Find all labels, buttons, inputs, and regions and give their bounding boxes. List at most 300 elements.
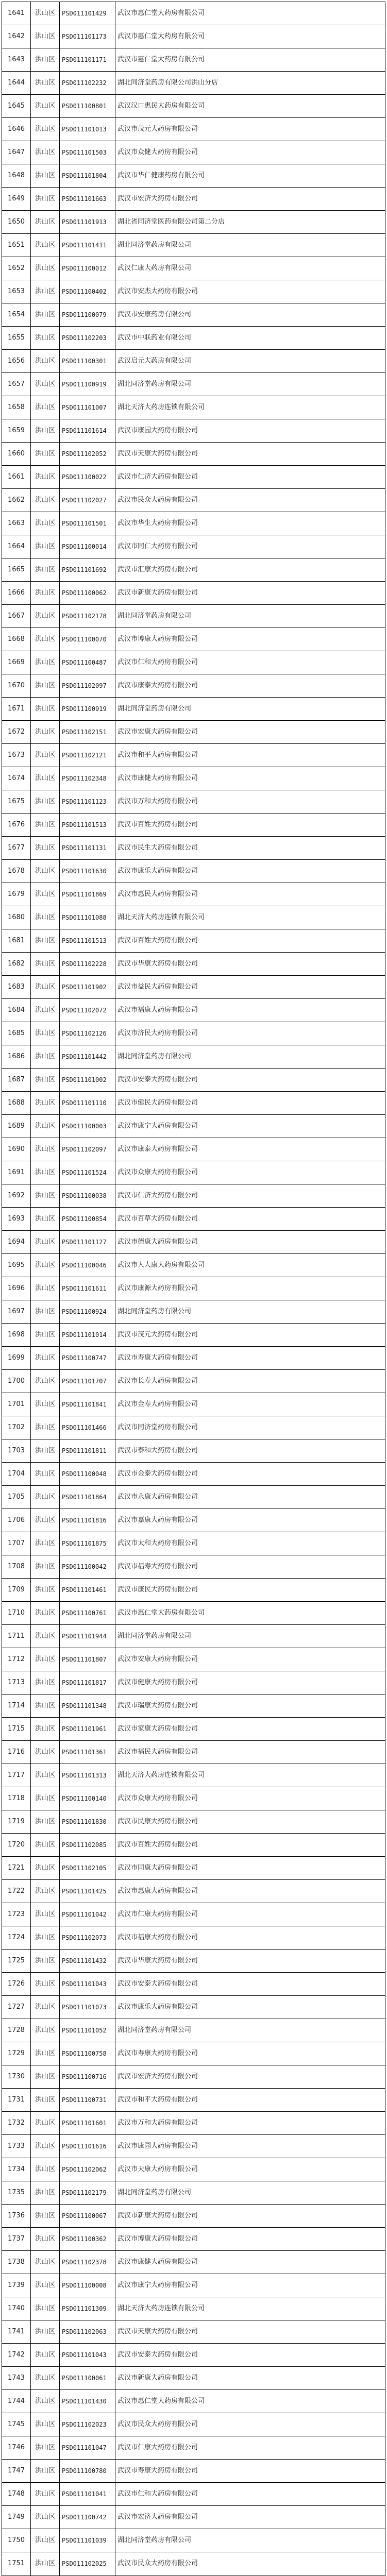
row-number-cell: 1675 [2, 790, 31, 814]
row-number-cell: 1725 [2, 1950, 31, 1973]
table-row [2, 1161, 385, 1184]
district-cell: 洪山区 [31, 1277, 60, 1300]
district-cell: 洪山区 [31, 1439, 60, 1463]
code-cell: PSD011101442 [60, 1045, 115, 1069]
code-cell: PSD011101830 [60, 1810, 115, 1834]
pharmacy-name-cell: 湖北天济大药房连锁有限公司 [115, 906, 385, 929]
code-cell: PSD011100780 [60, 2460, 115, 2483]
row-number-cell: 1749 [2, 2506, 31, 2529]
row-number-cell: 1677 [2, 837, 31, 860]
row-number-cell: 1643 [2, 48, 31, 72]
pharmacy-name-cell: 武汉市仁济大药房有限公司 [115, 466, 385, 489]
code-cell: PSD011101466 [60, 1416, 115, 1439]
code-cell: PSD011101513 [60, 814, 115, 837]
table-row [2, 1787, 385, 1810]
district-cell: 洪山区 [31, 1648, 60, 1671]
pharmacy-name-cell: 武汉市安康药房有限公司 [115, 303, 385, 327]
district-cell: 洪山区 [31, 999, 60, 1022]
row-number-cell: 1750 [2, 2529, 31, 2552]
pharmacy-name-cell: 武汉市康乐大药房有限公司 [115, 1996, 385, 2019]
district-cell: 洪山区 [31, 1347, 60, 1370]
row-number-cell: 1693 [2, 1208, 31, 1231]
pharmacy-name-cell: 武汉市寿康大药房有限公司 [115, 2460, 385, 2483]
table-row [2, 883, 385, 906]
pharmacy-name-cell: 湖北同济堂药房有限公司 [115, 2181, 385, 2205]
district-cell: 洪山区 [31, 1579, 60, 1602]
table-row [2, 651, 385, 674]
code-cell: PSD011100919 [60, 373, 115, 396]
row-number-cell: 1727 [2, 1996, 31, 2019]
code-cell: PSD011101171 [60, 48, 115, 72]
row-number-cell: 1692 [2, 1184, 31, 1208]
table-row [2, 443, 385, 466]
code-cell: PSD011102178 [60, 605, 115, 628]
code-cell: PSD011101309 [60, 2297, 115, 2320]
table-row [2, 2, 385, 25]
code-cell: PSD011102063 [60, 2320, 115, 2344]
code-cell: PSD011101043 [60, 2344, 115, 2367]
table-row [2, 1903, 385, 1926]
code-cell: PSD011101313 [60, 1764, 115, 1787]
pharmacy-name-cell: 武汉市福康大药房有限公司 [115, 999, 385, 1022]
row-number-cell: 1694 [2, 1231, 31, 1254]
district-cell: 洪山区 [31, 628, 60, 651]
pharmacy-name-cell: 武汉市宏济大药房有限公司 [115, 2065, 385, 2089]
district-cell: 洪山区 [31, 605, 60, 628]
code-cell: PSD011101052 [60, 2019, 115, 2042]
pharmacy-name-cell: 武汉市惠仁堂大药房有限公司 [115, 2, 385, 25]
pharmacy-name-cell: 武汉市宏济大药房有限公司 [115, 2506, 385, 2529]
pharmacy-name-cell: 湖北同济堂药房有限公司洪山分店 [115, 72, 385, 95]
table-row [2, 1184, 385, 1208]
row-number-cell: 1709 [2, 1579, 31, 1602]
district-cell: 洪山区 [31, 1370, 60, 1393]
code-cell: PSD011102062 [60, 2158, 115, 2181]
pharmacy-name-cell: 武汉市万和大药房有限公司 [115, 790, 385, 814]
row-number-cell: 1741 [2, 2320, 31, 2344]
pharmacy-name-cell: 武汉市天康大药房有限公司 [115, 443, 385, 466]
row-number-cell: 1740 [2, 2297, 31, 2320]
row-number-cell: 1689 [2, 1115, 31, 1138]
row-number-cell: 1663 [2, 512, 31, 535]
code-cell: PSD011100070 [60, 628, 115, 651]
district-cell: 洪山区 [31, 1231, 60, 1254]
code-cell: PSD011102151 [60, 721, 115, 744]
district-cell: 洪山区 [31, 1300, 60, 1324]
pharmacy-name-cell: 武汉市民康大药房有限公司 [115, 1810, 385, 1834]
district-cell: 洪山区 [31, 2274, 60, 2297]
pharmacy-name-cell: 湖北同济堂药房有限公司 [115, 1625, 385, 1648]
table-row [2, 674, 385, 698]
row-number-cell: 1714 [2, 1694, 31, 1718]
row-number-cell: 1722 [2, 1880, 31, 1903]
table-row [2, 2436, 385, 2460]
table-row [2, 489, 385, 512]
code-cell: PSD011102072 [60, 999, 115, 1022]
pharmacy-name-cell: 武汉市泰和大药房有限公司 [115, 1439, 385, 1463]
row-number-cell: 1705 [2, 1486, 31, 1509]
pharmacy-name-cell: 武汉市天康大药房有限公司 [115, 2320, 385, 2344]
table-row [2, 419, 385, 443]
code-cell: PSD011101707 [60, 1370, 115, 1393]
district-cell: 洪山区 [31, 1161, 60, 1184]
pharmacy-name-cell: 武汉市益民大药房有限公司 [115, 976, 385, 999]
row-number-cell: 1659 [2, 419, 31, 443]
code-cell: PSD011100061 [60, 2367, 115, 2390]
district-cell: 洪山区 [31, 512, 60, 535]
district-cell: 洪山区 [31, 535, 60, 558]
district-cell: 洪山区 [31, 1973, 60, 1996]
pharmacy-name-cell: 武汉市惠仁堂大药房有限公司 [115, 2390, 385, 2413]
district-cell: 洪山区 [31, 1950, 60, 1973]
row-number-cell: 1751 [2, 2552, 31, 2575]
code-cell: PSD011101002 [60, 1069, 115, 1092]
table-row [2, 396, 385, 419]
row-number-cell: 1726 [2, 1973, 31, 1996]
pharmacy-name-cell: 武汉市安杰大药房有限公司 [115, 280, 385, 303]
pharmacy-name-cell: 武汉市仁和大药房有限公司 [115, 651, 385, 674]
row-number-cell: 1649 [2, 188, 31, 211]
pharmacy-name-cell: 湖北天济大药房连锁有限公司 [115, 1764, 385, 1787]
pharmacy-name-cell: 湖北同济堂药房有限公司 [115, 2019, 385, 2042]
pharmacy-name-cell: 武汉市百姓大药房有限公司 [115, 814, 385, 837]
row-number-cell: 1668 [2, 628, 31, 651]
row-number-cell: 1651 [2, 234, 31, 257]
row-number-cell: 1695 [2, 1254, 31, 1277]
pharmacy-name-cell: 武汉市华康大药房有限公司 [115, 1950, 385, 1973]
code-cell: PSD011102097 [60, 674, 115, 698]
pharmacy-name-cell: 武汉市民生大药房有限公司 [115, 837, 385, 860]
table-row [2, 2506, 385, 2529]
district-cell: 洪山区 [31, 1741, 60, 1764]
pharmacy-name-cell: 武汉市惠仁堂大药房有限公司 [115, 48, 385, 72]
district-cell: 洪山区 [31, 1764, 60, 1787]
row-number-cell: 1745 [2, 2413, 31, 2436]
row-number-cell: 1650 [2, 211, 31, 234]
pharmacy-name-cell: 武汉市众康大药房有限公司 [115, 1787, 385, 1810]
district-cell: 洪山区 [31, 814, 60, 837]
table-row [2, 2158, 385, 2181]
row-number-cell: 1731 [2, 2089, 31, 2112]
code-cell: PSD011101503 [60, 141, 115, 164]
district-cell: 洪山区 [31, 118, 60, 141]
code-cell: PSD011102023 [60, 2413, 115, 2436]
row-number-cell: 1669 [2, 651, 31, 674]
pharmacy-name-cell: 武汉市惠民大药房有限公司 [115, 883, 385, 906]
district-cell: 洪山区 [31, 164, 60, 188]
table-row [2, 234, 385, 257]
row-number-cell: 1720 [2, 1834, 31, 1857]
row-number-cell: 1666 [2, 582, 31, 605]
district-cell: 洪山区 [31, 1694, 60, 1718]
code-cell: PSD011102232 [60, 72, 115, 95]
district-cell: 洪山区 [31, 280, 60, 303]
code-cell: PSD011101348 [60, 1694, 115, 1718]
pharmacy-name-cell: 武汉市惠康大药房有限公司 [115, 1880, 385, 1903]
row-number-cell: 1708 [2, 1555, 31, 1579]
pharmacy-name-cell: 武汉市博康大药房有限公司 [115, 2228, 385, 2251]
table-row [2, 1625, 385, 1648]
row-number-cell: 1645 [2, 95, 31, 118]
row-number-cell: 1665 [2, 558, 31, 582]
district-cell: 洪山区 [31, 1463, 60, 1486]
district-cell: 洪山区 [31, 2251, 60, 2274]
row-number-cell: 1674 [2, 767, 31, 790]
code-cell: PSD011101088 [60, 906, 115, 929]
table-row [2, 1602, 385, 1625]
table-row [2, 512, 385, 535]
district-cell: 洪山区 [31, 48, 60, 72]
district-cell: 洪山区 [31, 2413, 60, 2436]
code-cell: PSD011102085 [60, 1834, 115, 1857]
district-cell: 洪山区 [31, 2135, 60, 2158]
pharmacy-name-cell: 武汉市和平大药房有限公司 [115, 744, 385, 767]
pharmacy-name-cell: 武汉市康健大药房有限公司 [115, 2251, 385, 2274]
table-row [2, 1115, 385, 1138]
pharmacy-name-cell: 武汉市同济堂药房有限公司 [115, 1416, 385, 1439]
row-number-cell: 1641 [2, 2, 31, 25]
pharmacy-name-cell: 武汉市宏济大药房有限公司 [115, 188, 385, 211]
pharmacy-name-cell: 武汉市福民大药房有限公司 [115, 1741, 385, 1764]
table-row [2, 1996, 385, 2019]
pharmacy-name-cell: 武汉汉口惠民大药房有限公司 [115, 95, 385, 118]
district-cell: 洪山区 [31, 1718, 60, 1741]
table-row [2, 1810, 385, 1834]
table-row [2, 1950, 385, 1973]
district-cell: 洪山区 [31, 2112, 60, 2135]
table-row [2, 605, 385, 628]
district-cell: 洪山区 [31, 2065, 60, 2089]
district-cell: 洪山区 [31, 72, 60, 95]
pharmacy-name-cell: 武汉市太和大药房有限公司 [115, 1532, 385, 1555]
row-number-cell: 1723 [2, 1903, 31, 1926]
district-cell: 洪山区 [31, 489, 60, 512]
code-cell: PSD011101047 [60, 2436, 115, 2460]
district-cell: 洪山区 [31, 1022, 60, 1045]
table-row [2, 860, 385, 883]
row-number-cell: 1739 [2, 2274, 31, 2297]
pharmacy-name-cell: 武汉市仁和大药房有限公司 [115, 2483, 385, 2506]
code-cell: PSD011102378 [60, 2251, 115, 2274]
table-row [2, 1463, 385, 1486]
table-row [2, 1741, 385, 1764]
table-row [2, 1694, 385, 1718]
code-cell: PSD011101411 [60, 234, 115, 257]
row-number-cell: 1685 [2, 1022, 31, 1045]
district-cell: 洪山区 [31, 582, 60, 605]
table-row [2, 1439, 385, 1463]
district-cell: 洪山区 [31, 2436, 60, 2460]
table-row [2, 929, 385, 953]
row-number-cell: 1697 [2, 1300, 31, 1324]
table-row [2, 976, 385, 999]
code-cell: PSD011101864 [60, 1486, 115, 1509]
code-cell: PSD011100487 [60, 651, 115, 674]
code-cell: PSD011101007 [60, 396, 115, 419]
district-cell: 洪山区 [31, 1324, 60, 1347]
district-cell: 洪山区 [31, 2228, 60, 2251]
code-cell: PSD011101944 [60, 1625, 115, 1648]
district-cell: 洪山区 [31, 1092, 60, 1115]
district-cell: 洪山区 [31, 1045, 60, 1069]
table-row [2, 744, 385, 767]
code-cell: PSD011101869 [60, 883, 115, 906]
district-cell: 洪山区 [31, 1671, 60, 1694]
row-number-cell: 1721 [2, 1857, 31, 1880]
code-cell: PSD011101841 [60, 1393, 115, 1416]
row-number-cell: 1646 [2, 118, 31, 141]
table-row [2, 2089, 385, 2112]
row-number-cell: 1672 [2, 721, 31, 744]
code-cell: PSD011100140 [60, 1787, 115, 1810]
row-number-cell: 1686 [2, 1045, 31, 1069]
district-cell: 洪山区 [31, 767, 60, 790]
table-row [2, 2181, 385, 2205]
code-cell: PSD011101513 [60, 929, 115, 953]
district-cell: 洪山区 [31, 2019, 60, 2042]
district-cell: 洪山区 [31, 1184, 60, 1208]
pharmacy-name-cell: 湖北天济大药房连锁有限公司 [115, 2297, 385, 2320]
row-number-cell: 1713 [2, 1671, 31, 1694]
table-row [2, 211, 385, 234]
district-cell: 洪山区 [31, 1926, 60, 1950]
code-cell: PSD011100761 [60, 1602, 115, 1625]
district-cell: 洪山区 [31, 2483, 60, 2506]
table-row [2, 1509, 385, 1532]
row-number-cell: 1699 [2, 1347, 31, 1370]
district-cell: 洪山区 [31, 976, 60, 999]
district-cell: 洪山区 [31, 1625, 60, 1648]
pharmacy-name-cell: 武汉市健康大药房有限公司 [115, 1671, 385, 1694]
code-cell: PSD011101902 [60, 976, 115, 999]
code-cell: PSD011101131 [60, 837, 115, 860]
row-number-cell: 1732 [2, 2112, 31, 2135]
pharmacy-name-cell: 武汉市寿康大药房有限公司 [115, 1347, 385, 1370]
district-cell: 洪山区 [31, 1834, 60, 1857]
table-row [2, 698, 385, 721]
code-cell: PSD011101110 [60, 1092, 115, 1115]
code-cell: PSD011101173 [60, 25, 115, 48]
pharmacy-name-cell: 武汉市康泰大药房有限公司 [115, 1138, 385, 1161]
code-cell: PSD011102126 [60, 1022, 115, 1045]
table-row [2, 1857, 385, 1880]
row-number-cell: 1655 [2, 327, 31, 350]
table-row [2, 2205, 385, 2228]
code-cell: PSD011100854 [60, 1208, 115, 1231]
code-cell: PSD011102348 [60, 767, 115, 790]
row-number-cell: 1729 [2, 2042, 31, 2065]
district-cell: 洪山区 [31, 2320, 60, 2344]
table-row [2, 2390, 385, 2413]
table-row [2, 1880, 385, 1903]
row-number-cell: 1648 [2, 164, 31, 188]
row-number-cell: 1657 [2, 373, 31, 396]
code-cell: PSD011102027 [60, 489, 115, 512]
code-cell: PSD011101811 [60, 1439, 115, 1463]
table-row [2, 1973, 385, 1996]
district-cell: 洪山区 [31, 2, 60, 25]
table-row [2, 25, 385, 48]
row-number-cell: 1746 [2, 2436, 31, 2460]
pharmacy-name-cell: 武汉市民众大药房有限公司 [115, 2413, 385, 2436]
pharmacy-name-cell: 武汉市人人康大药房有限公司 [115, 1254, 385, 1277]
district-cell: 洪山区 [31, 721, 60, 744]
row-number-cell: 1642 [2, 25, 31, 48]
pharmacy-name-cell: 武汉市安泰大药房有限公司 [115, 2344, 385, 2367]
district-cell: 洪山区 [31, 2181, 60, 2205]
code-cell: PSD011100758 [60, 2042, 115, 2065]
district-cell: 洪山区 [31, 1857, 60, 1880]
row-number-cell: 1678 [2, 860, 31, 883]
code-cell: PSD011101692 [60, 558, 115, 582]
table-row [2, 1834, 385, 1857]
table-row [2, 280, 385, 303]
table-row [2, 582, 385, 605]
table-row [2, 164, 385, 188]
table-row [2, 1579, 385, 1602]
pharmacy-name-cell: 武汉市康乐大药房有限公司 [115, 860, 385, 883]
row-number-cell: 1644 [2, 72, 31, 95]
table-row [2, 999, 385, 1022]
table-row [2, 327, 385, 350]
table-row [2, 721, 385, 744]
code-cell: PSD011100022 [60, 466, 115, 489]
table-row [2, 2483, 385, 2506]
row-number-cell: 1712 [2, 1648, 31, 1671]
pharmacy-name-cell: 武汉市健民大药房有限公司 [115, 1092, 385, 1115]
row-number-cell: 1717 [2, 1764, 31, 1787]
code-cell: PSD011101817 [60, 1671, 115, 1694]
row-number-cell: 1687 [2, 1069, 31, 1092]
row-number-cell: 1684 [2, 999, 31, 1022]
code-cell: PSD011100079 [60, 303, 115, 327]
code-cell: PSD011101425 [60, 1880, 115, 1903]
code-cell: PSD011102073 [60, 1926, 115, 1950]
pharmacy-name-cell: 湖北同济堂药房有限公司 [115, 698, 385, 721]
pharmacy-table-body [2, 2, 385, 2576]
district-cell: 洪山区 [31, 558, 60, 582]
code-cell: PSD011101524 [60, 1161, 115, 1184]
code-cell: PSD011100716 [60, 2065, 115, 2089]
district-cell: 洪山区 [31, 443, 60, 466]
row-number-cell: 1702 [2, 1416, 31, 1439]
row-number-cell: 1730 [2, 2065, 31, 2089]
code-cell: PSD011102179 [60, 2181, 115, 2205]
code-cell: PSD011100038 [60, 1184, 115, 1208]
pharmacy-name-cell: 武汉市和平大药房有限公司 [115, 2089, 385, 2112]
district-cell: 洪山区 [31, 2297, 60, 2320]
pharmacy-name-cell: 武汉启元大药房有限公司 [115, 350, 385, 373]
code-cell: PSD011101013 [60, 118, 115, 141]
table-row [2, 2019, 385, 2042]
district-cell: 洪山区 [31, 1787, 60, 1810]
pharmacy-name-cell: 武汉市福康大药房有限公司 [115, 1926, 385, 1950]
pharmacy-list-sheet [2, 2, 385, 2576]
table-row [2, 1324, 385, 1347]
district-cell: 洪山区 [31, 257, 60, 280]
pharmacy-name-cell: 武汉市寿康大药房有限公司 [115, 2042, 385, 2065]
table-row [2, 1648, 385, 1671]
table-row [2, 466, 385, 489]
code-cell: PSD011100402 [60, 280, 115, 303]
district-cell: 洪山区 [31, 303, 60, 327]
table-row [2, 2135, 385, 2158]
pharmacy-name-cell: 武汉市华康大药房有限公司 [115, 953, 385, 976]
code-cell: PSD011100048 [60, 1463, 115, 1486]
row-number-cell: 1715 [2, 1718, 31, 1741]
row-number-cell: 1696 [2, 1277, 31, 1300]
code-cell: PSD011102203 [60, 327, 115, 350]
